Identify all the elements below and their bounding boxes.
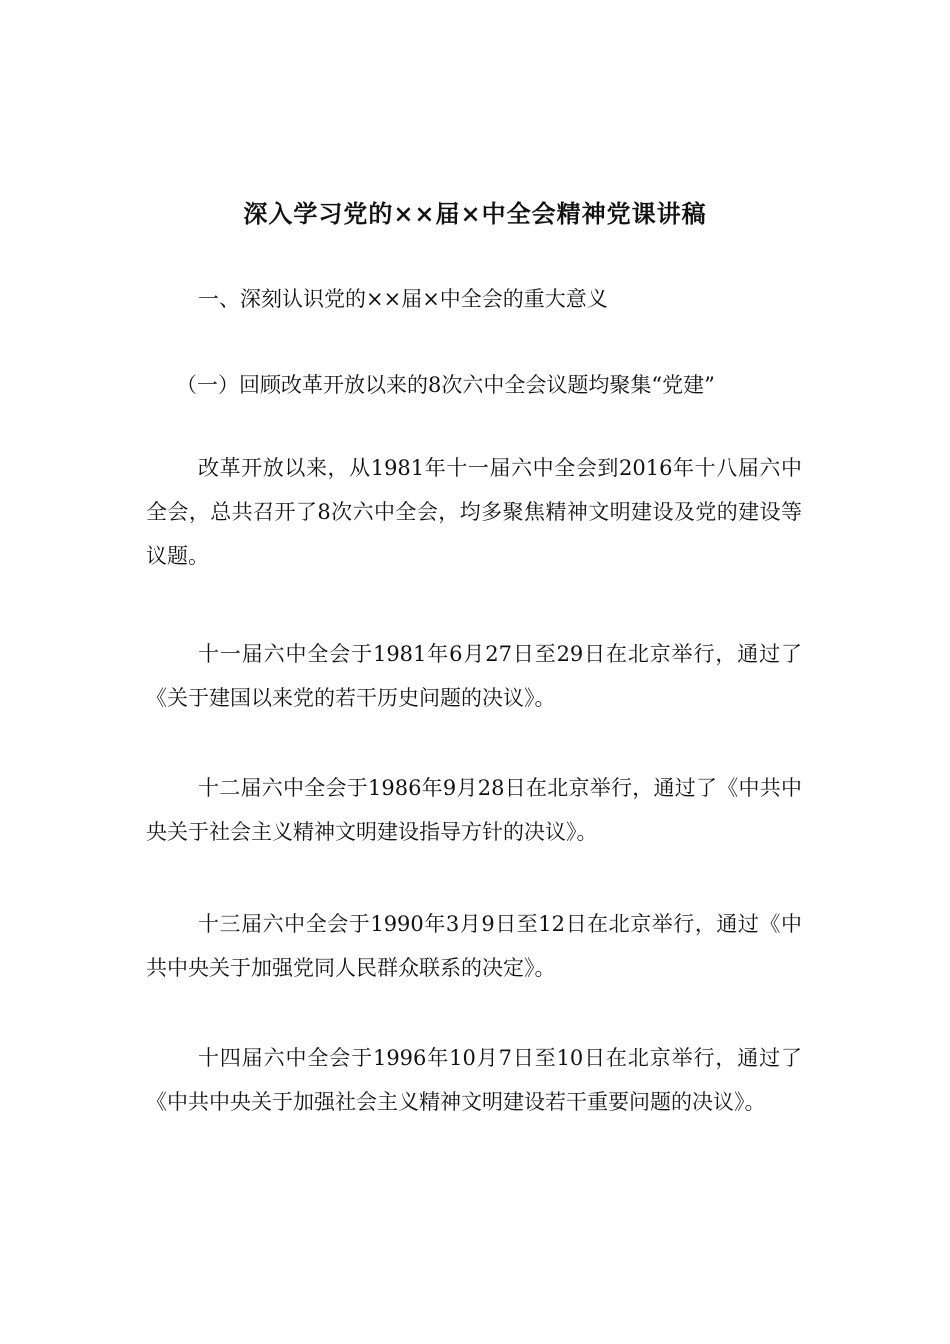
section-heading: 一、深刻认识党的××届×中全会的重大意义 — [198, 287, 608, 311]
paragraph: 十二届六中全会于1986年9月28日在北京举行，通过了《中共中央关于社会主义精神文明建设指导方针的决议》。 — [146, 776, 802, 844]
sub-heading: （一）回顾改革开放以来的8次六中全会议题均聚集“党建” — [176, 373, 715, 397]
paragraph: 改革开放以来，从1981年十一届六中全会到2016年十八届六中全会，总共召开了8次六中全会，均多聚焦精神文明建设及党的建设等议题。 — [146, 456, 802, 568]
paragraph: 十四届六中全会于1996年10月7日至10日在北京举行，通过了《中共中央关于加强社会主义精神文明建设若干重要问题的决议》。 — [146, 1046, 802, 1114]
paragraph: 十一届六中全会于1981年6月27日至29日在北京举行，通过了《关于建国以来党的若干历史问题的决议》。 — [146, 642, 802, 710]
document-title: 深入学习党的××届×中全会精神党课讲稿 — [243, 199, 707, 228]
paragraph: 十三届六中全会于1990年3月9日至12日在北京举行，通过《中共中央关于加强党同人民群众联系的决定》。 — [146, 912, 802, 980]
